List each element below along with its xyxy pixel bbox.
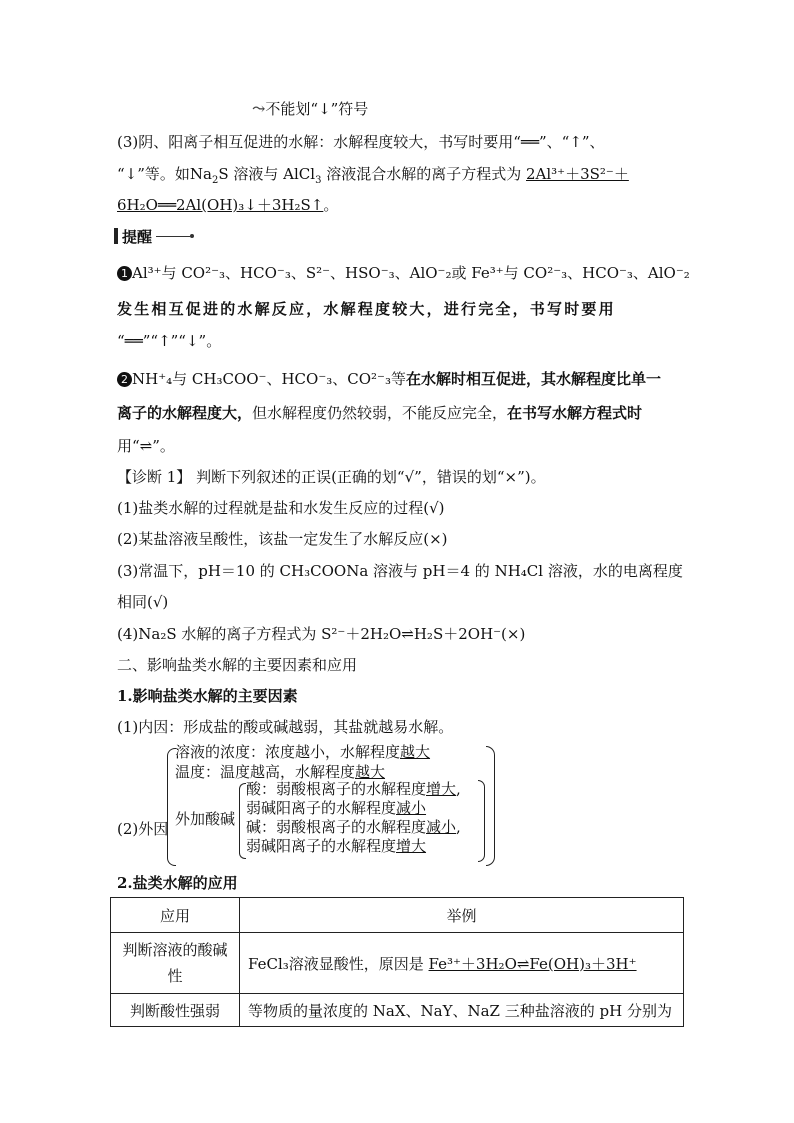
diagnosis-item: (1)盐类水解的过程就是盐和水发生反应的过程(√) — [117, 499, 445, 517]
point3-line2: “↓”等。如$Na_2S$ 溶液与 AlCl$_3$ 溶液混合水解的离子方程式为 2Al³⁺＋3S²⁻＋ — [117, 165, 629, 186]
diagnosis-item: 相同(√) — [117, 593, 169, 611]
external-temperature: 温度：温度越高，水解程度越大 — [175, 763, 386, 781]
section2-sub1: 1.影响盐类水解的主要因素 — [117, 687, 298, 705]
base-effect-1: 碱：弱酸根离子的水解程度减小, — [246, 818, 461, 836]
external-concentration: 溶液的浓度：浓度越小，水解程度越大 — [175, 743, 431, 761]
diagnosis-item: (2)某盐溶液呈酸性，该盐一定发生了水解反应(×) — [117, 530, 448, 548]
table-cell-application: 判断酸性强弱 — [111, 994, 240, 1027]
acid-base-label: 外加酸碱 — [175, 810, 236, 828]
section2-title: 二、影响盐类水解的主要因素和应用 — [117, 656, 358, 674]
table-cell-application: 判断溶液的酸碱性 — [111, 933, 240, 994]
answer-equation-part2: 6H₂O══2Al(OH)₃↓＋3H₂S↑ — [117, 196, 324, 214]
section2-sub2: 2.盐类水解的应用 — [117, 874, 238, 892]
tip2-line1: 2 NH⁺₄与 CH₃COO⁻、HCO⁻₃、CO²⁻₃等在水解时相互促进，其水解程度比单一 — [117, 368, 661, 390]
number-2-icon: 2 — [117, 372, 132, 387]
diagnosis-item: (3)常温下，pH＝10 的 CH₃COONa 溶液与 pH＝4 的 NH₄Cl 溶液，水的电离程度 — [117, 562, 683, 580]
inner-brace-icon — [239, 783, 246, 859]
diagnosis-title: 【诊断 1】 判断下列叙述的正误(正确的划“√”，错误的划“×”)。 — [117, 468, 546, 486]
tip2-line2: 离子的水解程度大，但水解程度仍然较弱，不能反应完全，在书写水解方程式时 — [117, 404, 643, 422]
table-header-cell: 举例 — [240, 898, 684, 933]
table-cell-example: FeCl₃溶液显酸性，原因是 Fe³⁺＋3H₂O⇌Fe(OH)₃＋3H⁺ — [240, 933, 684, 994]
right-paren-icon — [478, 780, 485, 862]
diagnosis-item: (4)Na₂S 水解的离子方程式为 S²⁻＋2H₂O⇌H₂S＋2OH⁻(×) — [117, 625, 526, 643]
external-label: (2)外因 — [117, 820, 169, 838]
tip-bar-icon — [114, 228, 118, 244]
table-row — [111, 994, 684, 1027]
application-table — [110, 897, 684, 1027]
tip-rule — [156, 236, 190, 237]
table-header-cell: 应用 — [111, 898, 240, 933]
tip1-line2: 发生相互促进的水解反应，水解程度较大，进行完全，书写时要用 — [117, 300, 616, 318]
tip1-line1: 1 Al³⁺与 CO²⁻₃、HCO⁻₃、S²⁻、HSO⁻₃、AlO⁻₂或 Fe³⁺与 CO²⁻₃、HCO⁻₃、AlO⁻₂ — [117, 262, 690, 284]
tip-header — [114, 226, 194, 246]
acid-effect-2: 弱碱阳离子的水解程度减小 — [246, 799, 427, 817]
base-effect-2: 弱碱阳离子的水解程度增大 — [246, 837, 427, 855]
table-header-row — [111, 898, 684, 933]
acid-effect-1: 酸：弱酸根离子的水解程度增大, — [246, 780, 461, 798]
internal-factor: (1)内因：形成盐的酸或碱越弱，其盐就越易水解。 — [117, 718, 454, 736]
tip-dot-icon — [190, 234, 194, 238]
number-1-icon: 1 — [117, 266, 132, 281]
tip1-line3: “══”“↑”“↓”。 — [117, 332, 222, 350]
point3-line3: 6H₂O══2Al(OH)₃↓＋3H₂S↑。 — [117, 196, 339, 214]
point3-line1: (3)阴、阳离子相互促进的水解：水解程度较大，书写时要用“══”、“↑”、 — [117, 133, 605, 151]
table-cell-example: 等物质的量浓度的 NaX、NaY、NaZ 三种盐溶液的 pH 分别为 — [240, 994, 684, 1027]
header-note: ⤳不能划“↓”符号 — [252, 99, 369, 118]
tip-title: 提醒 — [122, 227, 153, 246]
right-paren-icon — [486, 746, 495, 866]
answer-equation-part1: 2Al³⁺＋3S²⁻＋ — [526, 165, 629, 183]
table-row — [111, 933, 684, 994]
dashed-arrow-icon: ⤳ — [252, 99, 266, 118]
tip2-line3: 用“⇌”。 — [117, 437, 175, 455]
